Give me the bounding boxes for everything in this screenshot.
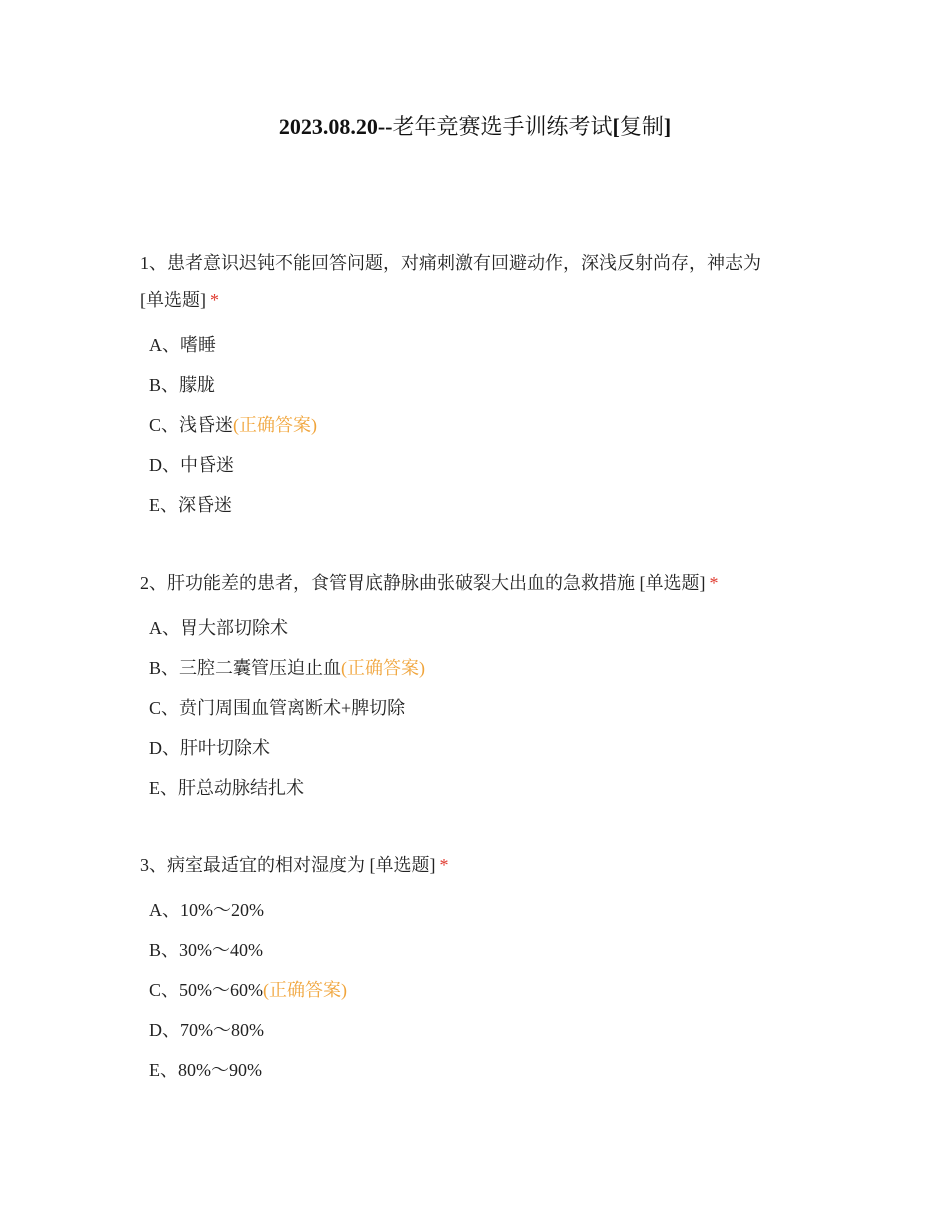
- question-stem: 患者意识迟钝不能回答问题，对痛刺激有回避动作，深浅反射尚存，神志为: [167, 253, 761, 273]
- question-2-options: [140, 608, 800, 808]
- question-1-text: [140, 245, 800, 319]
- option-label: E、: [149, 1060, 178, 1080]
- question-3: [140, 847, 800, 1090]
- option-d[interactable]: [140, 445, 800, 485]
- question-stem: 病室最适宜的相对湿度为: [167, 855, 365, 875]
- option-a[interactable]: [140, 325, 800, 365]
- option-label: D、: [149, 455, 180, 475]
- option-text: 胃大部切除术: [180, 618, 288, 638]
- option-b[interactable]: [140, 365, 800, 405]
- option-text: 50%～60%: [179, 980, 264, 1000]
- question-1-options: [140, 325, 800, 525]
- required-mark: *: [439, 855, 449, 875]
- option-label: C、: [149, 980, 180, 1000]
- question-3-options: [140, 890, 800, 1090]
- option-a[interactable]: [140, 890, 800, 930]
- question-1: [140, 245, 800, 525]
- option-text: 80%～90%: [178, 1060, 262, 1080]
- option-text: 中昏迷: [180, 455, 234, 475]
- question-type: [单选题]: [140, 290, 206, 310]
- correct-answer-label: (正确答案): [233, 415, 318, 435]
- option-text: 70%～80%: [180, 1020, 264, 1040]
- question-stem: 肝功能差的患者，食管胃底静脉曲张破裂大出血的急救措施: [167, 573, 635, 593]
- option-text: 三腔二囊管压迫止血: [179, 658, 342, 678]
- option-d[interactable]: [140, 728, 800, 768]
- title-main: 老年竞赛选手训练考试: [392, 114, 613, 139]
- option-text: 嗜睡: [180, 335, 216, 355]
- correct-answer-label: (正确答案): [341, 658, 426, 678]
- question-type: [单选题]: [639, 573, 706, 593]
- option-b[interactable]: [140, 930, 800, 970]
- title-prefix: 2023.08.20--: [278, 114, 393, 139]
- required-mark: *: [210, 290, 219, 310]
- option-text: 肝总动脉结扎术: [178, 778, 304, 798]
- question-2-text: [140, 565, 800, 602]
- option-text: 30%～40%: [179, 940, 264, 960]
- option-e[interactable]: [140, 485, 800, 525]
- option-c[interactable]: [140, 970, 800, 1010]
- option-a[interactable]: [140, 608, 800, 648]
- option-text: 10%～20%: [180, 900, 264, 920]
- title-bracket-close: ]: [663, 114, 672, 139]
- page-title: [0, 112, 950, 142]
- option-label: C、: [149, 698, 180, 718]
- option-text: 贲门周围血管离断术+脾切除: [179, 698, 406, 718]
- required-mark: *: [709, 573, 719, 593]
- option-text: 深昏迷: [178, 495, 232, 515]
- option-label: B、: [149, 940, 180, 960]
- option-e[interactable]: [140, 768, 800, 808]
- option-label: C、: [149, 415, 180, 435]
- option-c[interactable]: [140, 405, 800, 445]
- option-label: D、: [149, 738, 180, 758]
- question-type: [单选题]: [369, 855, 436, 875]
- option-text: 朦胧: [179, 375, 216, 395]
- option-label: E、: [149, 495, 178, 515]
- question-number: 2、: [140, 573, 167, 593]
- option-label: A、: [149, 618, 180, 638]
- title-bracket-open: [: [612, 114, 620, 139]
- correct-answer-label: (正确答案): [263, 980, 348, 1000]
- option-label: B、: [149, 375, 180, 395]
- option-label: A、: [149, 335, 180, 355]
- option-d[interactable]: [140, 1010, 800, 1050]
- option-b[interactable]: [140, 648, 800, 688]
- question-2: [140, 565, 800, 808]
- option-label: E、: [149, 778, 178, 798]
- option-label: D、: [149, 1020, 180, 1040]
- option-c[interactable]: [140, 688, 800, 728]
- question-3-text: [140, 847, 800, 884]
- option-label: A、: [149, 900, 180, 920]
- option-text: 肝叶切除术: [180, 738, 270, 758]
- option-e[interactable]: [140, 1050, 800, 1090]
- option-label: B、: [149, 658, 180, 678]
- title-suffix-text: 复制: [619, 114, 664, 139]
- question-number: 1、: [140, 253, 167, 273]
- question-number: 3、: [140, 855, 167, 875]
- option-text: 浅昏迷: [179, 415, 234, 435]
